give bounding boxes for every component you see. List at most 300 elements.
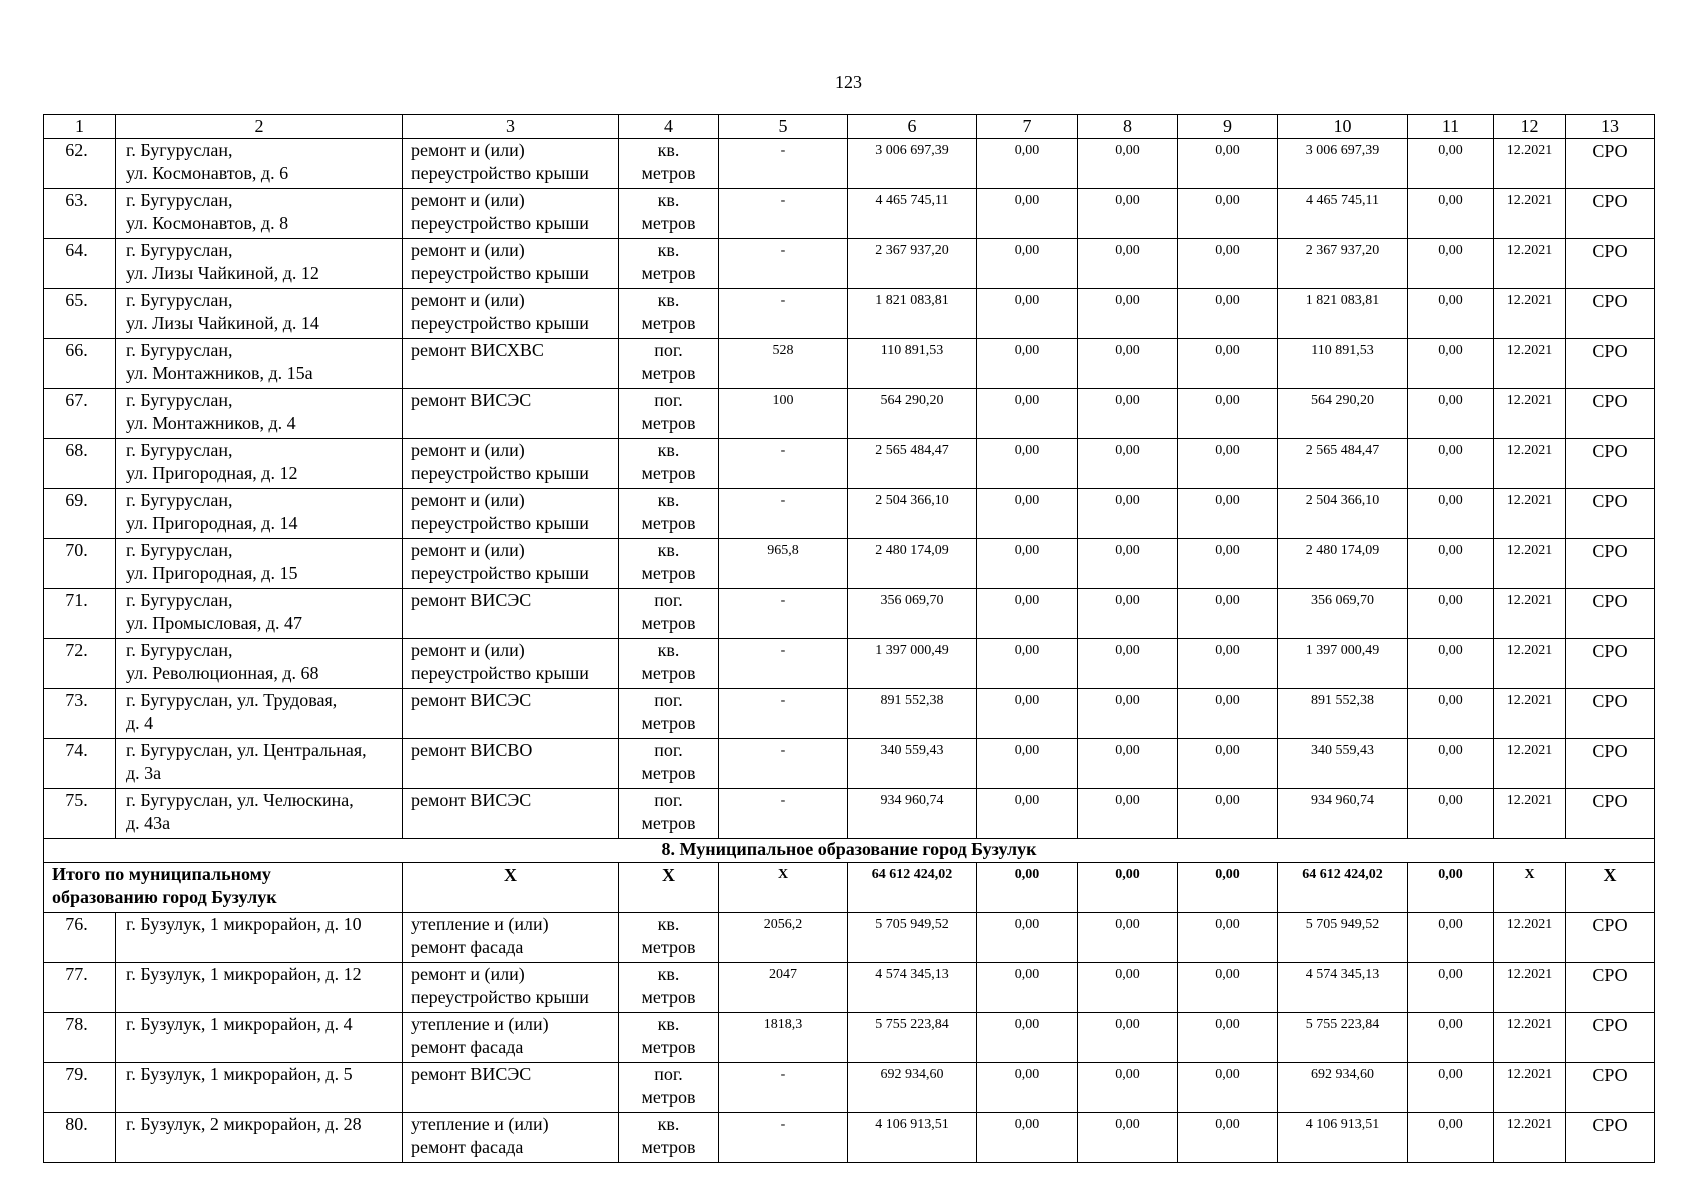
- total-cell: 0,00: [977, 863, 1078, 913]
- work-type-cell: ремонт и (или) переустройство крыши: [403, 963, 619, 1013]
- unit-cell: пог. метров: [619, 739, 719, 789]
- address-cell: г. Бузулук, 1 микрорайон, д. 10: [116, 913, 403, 963]
- table-row: [44, 339, 1655, 389]
- work-type-cell: ремонт и (или) переустройство крыши: [403, 289, 619, 339]
- row-number: 69.: [44, 489, 116, 539]
- cost-cell: 5 705 949,52: [1278, 913, 1408, 963]
- method-cell: СРО: [1566, 489, 1655, 539]
- value-cell: 0,00: [1408, 913, 1494, 963]
- address-cell: г. Бугуруслан, ул. Революционная, д. 68: [116, 639, 403, 689]
- unit-cell: пог. метров: [619, 389, 719, 439]
- row-number: 63.: [44, 189, 116, 239]
- unit-cell: кв. метров: [619, 189, 719, 239]
- cost-cell: 2 480 174,09: [848, 539, 977, 589]
- cost-cell: 5 755 223,84: [848, 1013, 977, 1063]
- method-cell: СРО: [1566, 289, 1655, 339]
- value-cell: 0,00: [1078, 913, 1178, 963]
- work-type-cell: ремонт и (или) переустройство крыши: [403, 639, 619, 689]
- work-type-cell: ремонт и (или) переустройство крыши: [403, 239, 619, 289]
- value-cell: 0,00: [1408, 239, 1494, 289]
- method-cell: СРО: [1566, 963, 1655, 1013]
- unit-cell: кв. метров: [619, 1013, 719, 1063]
- work-type-cell: ремонт ВИСЭС: [403, 589, 619, 639]
- area-cell: -: [719, 789, 848, 839]
- value-cell: 0,00: [977, 1113, 1078, 1163]
- cost-cell: 3 006 697,39: [848, 139, 977, 189]
- value-cell: 0,00: [1178, 1113, 1278, 1163]
- row-number: 62.: [44, 139, 116, 189]
- area-cell: -: [719, 239, 848, 289]
- area-cell: -: [719, 289, 848, 339]
- date-cell: 12.2021: [1494, 963, 1566, 1013]
- row-number: 68.: [44, 439, 116, 489]
- unit-cell: пог. метров: [619, 1063, 719, 1113]
- work-type-cell: ремонт и (или) переустройство крыши: [403, 489, 619, 539]
- column-header: 3: [403, 115, 619, 139]
- row-number: 72.: [44, 639, 116, 689]
- date-cell: 12.2021: [1494, 439, 1566, 489]
- area-cell: 2056,2: [719, 913, 848, 963]
- value-cell: 0,00: [1078, 389, 1178, 439]
- table-row: [44, 239, 1655, 289]
- unit-cell: пог. метров: [619, 789, 719, 839]
- value-cell: 0,00: [1078, 139, 1178, 189]
- cost-cell: 891 552,38: [848, 689, 977, 739]
- value-cell: 0,00: [1408, 189, 1494, 239]
- area-cell: -: [719, 439, 848, 489]
- cost-cell: 2 367 937,20: [848, 239, 977, 289]
- address-cell: г. Бугуруслан, ул. Пригородная, д. 14: [116, 489, 403, 539]
- row-number: 76.: [44, 913, 116, 963]
- method-cell: СРО: [1566, 1113, 1655, 1163]
- cost-cell: 934 960,74: [848, 789, 977, 839]
- unit-cell: пог. метров: [619, 589, 719, 639]
- row-number: 77.: [44, 963, 116, 1013]
- value-cell: 0,00: [1408, 1063, 1494, 1113]
- table-row: [44, 1013, 1655, 1063]
- area-cell: -: [719, 689, 848, 739]
- row-number: 70.: [44, 539, 116, 589]
- method-cell: СРО: [1566, 189, 1655, 239]
- table-row: [44, 189, 1655, 239]
- value-cell: 0,00: [977, 139, 1078, 189]
- work-type-cell: ремонт ВИСЭС: [403, 789, 619, 839]
- total-cell: X: [1566, 863, 1655, 913]
- value-cell: 0,00: [1178, 913, 1278, 963]
- column-header: 9: [1178, 115, 1278, 139]
- table-row: [44, 1113, 1655, 1163]
- cost-cell: 4 574 345,13: [1278, 963, 1408, 1013]
- unit-cell: кв. метров: [619, 239, 719, 289]
- cost-cell: 2 565 484,47: [1278, 439, 1408, 489]
- address-cell: г. Бузулук, 2 микрорайон, д. 28: [116, 1113, 403, 1163]
- value-cell: 0,00: [1078, 289, 1178, 339]
- area-cell: 965,8: [719, 539, 848, 589]
- address-cell: г. Бугуруслан, ул. Монтажников, д. 15а: [116, 339, 403, 389]
- value-cell: 0,00: [1078, 689, 1178, 739]
- date-cell: 12.2021: [1494, 239, 1566, 289]
- cost-cell: 356 069,70: [848, 589, 977, 639]
- value-cell: 0,00: [1078, 1113, 1178, 1163]
- date-cell: 12.2021: [1494, 489, 1566, 539]
- cost-cell: 3 006 697,39: [1278, 139, 1408, 189]
- address-cell: г. Бугуруслан, ул. Челюскина, д. 43а: [116, 789, 403, 839]
- table-row: [44, 589, 1655, 639]
- method-cell: СРО: [1566, 739, 1655, 789]
- row-number: 78.: [44, 1013, 116, 1063]
- column-header: 1: [44, 115, 116, 139]
- work-type-cell: ремонт и (или) переустройство крыши: [403, 439, 619, 489]
- value-cell: 0,00: [1178, 339, 1278, 389]
- unit-cell: кв. метров: [619, 489, 719, 539]
- value-cell: 0,00: [1408, 589, 1494, 639]
- cost-cell: 2 565 484,47: [848, 439, 977, 489]
- value-cell: 0,00: [1408, 339, 1494, 389]
- row-number: 80.: [44, 1113, 116, 1163]
- method-cell: СРО: [1566, 539, 1655, 589]
- date-cell: 12.2021: [1494, 589, 1566, 639]
- area-cell: 100: [719, 389, 848, 439]
- area-cell: -: [719, 189, 848, 239]
- page-number: 123: [835, 72, 862, 92]
- address-cell: г. Бугуруслан, ул. Монтажников, д. 4: [116, 389, 403, 439]
- value-cell: 0,00: [977, 289, 1078, 339]
- value-cell: 0,00: [977, 339, 1078, 389]
- cost-cell: 564 290,20: [848, 389, 977, 439]
- address-cell: г. Бугуруслан, ул. Космонавтов, д. 8: [116, 189, 403, 239]
- table-row: [44, 439, 1655, 489]
- row-number: 64.: [44, 239, 116, 289]
- value-cell: 0,00: [977, 739, 1078, 789]
- address-cell: г. Бузулук, 1 микрорайон, д. 12: [116, 963, 403, 1013]
- unit-cell: кв. метров: [619, 639, 719, 689]
- method-cell: СРО: [1566, 589, 1655, 639]
- area-cell: 528: [719, 339, 848, 389]
- column-header: 6: [848, 115, 977, 139]
- value-cell: 0,00: [977, 689, 1078, 739]
- total-row: [44, 863, 1655, 913]
- method-cell: СРО: [1566, 389, 1655, 439]
- value-cell: 0,00: [1178, 739, 1278, 789]
- column-header: 2: [116, 115, 403, 139]
- area-cell: -: [719, 589, 848, 639]
- work-type-cell: ремонт и (или) переустройство крыши: [403, 189, 619, 239]
- section-heading: 8. Муниципальное образование город Бузулук: [44, 839, 1655, 863]
- value-cell: 0,00: [977, 489, 1078, 539]
- table-row: [44, 389, 1655, 439]
- method-cell: СРО: [1566, 689, 1655, 739]
- cost-cell: 356 069,70: [1278, 589, 1408, 639]
- value-cell: 0,00: [1178, 289, 1278, 339]
- cost-cell: 4 465 745,11: [848, 189, 977, 239]
- value-cell: 0,00: [1408, 489, 1494, 539]
- date-cell: 12.2021: [1494, 913, 1566, 963]
- value-cell: 0,00: [977, 963, 1078, 1013]
- table-row: [44, 739, 1655, 789]
- value-cell: 0,00: [1408, 539, 1494, 589]
- column-header: 8: [1078, 115, 1178, 139]
- column-header: 10: [1278, 115, 1408, 139]
- unit-cell: пог. метров: [619, 689, 719, 739]
- value-cell: 0,00: [1408, 639, 1494, 689]
- value-cell: 0,00: [1178, 489, 1278, 539]
- value-cell: 0,00: [1178, 789, 1278, 839]
- method-cell: СРО: [1566, 1063, 1655, 1113]
- cost-cell: 5 755 223,84: [1278, 1013, 1408, 1063]
- value-cell: 0,00: [1078, 1013, 1178, 1063]
- address-cell: г. Бугуруслан, ул. Лизы Чайкиной, д. 14: [116, 289, 403, 339]
- value-cell: 0,00: [977, 439, 1078, 489]
- cost-cell: 692 934,60: [848, 1063, 977, 1113]
- date-cell: 12.2021: [1494, 289, 1566, 339]
- address-cell: г. Бузулук, 1 микрорайон, д. 4: [116, 1013, 403, 1063]
- cost-cell: 4 106 913,51: [848, 1113, 977, 1163]
- date-cell: 12.2021: [1494, 339, 1566, 389]
- table-row: [44, 789, 1655, 839]
- total-cell: 0,00: [1408, 863, 1494, 913]
- table-row: [44, 963, 1655, 1013]
- row-number: 79.: [44, 1063, 116, 1113]
- column-header: 5: [719, 115, 848, 139]
- value-cell: 0,00: [1078, 489, 1178, 539]
- total-cell: X: [619, 863, 719, 913]
- value-cell: 0,00: [1078, 339, 1178, 389]
- value-cell: 0,00: [977, 189, 1078, 239]
- cost-cell: 4 106 913,51: [1278, 1113, 1408, 1163]
- value-cell: 0,00: [1178, 689, 1278, 739]
- column-header: 13: [1566, 115, 1655, 139]
- work-type-cell: ремонт ВИСЭС: [403, 1063, 619, 1113]
- value-cell: 0,00: [1178, 963, 1278, 1013]
- area-cell: 2047: [719, 963, 848, 1013]
- value-cell: 0,00: [1408, 1113, 1494, 1163]
- address-cell: г. Бузулук, 1 микрорайон, д. 5: [116, 1063, 403, 1113]
- work-type-cell: ремонт ВИСЭС: [403, 389, 619, 439]
- cost-cell: 564 290,20: [1278, 389, 1408, 439]
- date-cell: 12.2021: [1494, 689, 1566, 739]
- address-cell: г. Бугуруслан, ул. Центральная, д. 3а: [116, 739, 403, 789]
- table-row: [44, 539, 1655, 589]
- value-cell: 0,00: [1408, 139, 1494, 189]
- row-number: 75.: [44, 789, 116, 839]
- cost-cell: 891 552,38: [1278, 689, 1408, 739]
- total-cell: 64 612 424,02: [1278, 863, 1408, 913]
- value-cell: 0,00: [1078, 639, 1178, 689]
- value-cell: 0,00: [1408, 789, 1494, 839]
- date-cell: 12.2021: [1494, 539, 1566, 589]
- area-cell: -: [719, 739, 848, 789]
- row-number: 74.: [44, 739, 116, 789]
- value-cell: 0,00: [1078, 439, 1178, 489]
- method-cell: СРО: [1566, 913, 1655, 963]
- area-cell: -: [719, 1113, 848, 1163]
- value-cell: 0,00: [1178, 1013, 1278, 1063]
- work-type-cell: ремонт и (или) переустройство крыши: [403, 539, 619, 589]
- value-cell: 0,00: [1178, 639, 1278, 689]
- address-cell: г. Бугуруслан, ул. Пригородная, д. 15: [116, 539, 403, 589]
- value-cell: 0,00: [977, 589, 1078, 639]
- cost-cell: 1 397 000,49: [848, 639, 977, 689]
- value-cell: 0,00: [1078, 1063, 1178, 1113]
- cost-cell: 110 891,53: [848, 339, 977, 389]
- date-cell: 12.2021: [1494, 389, 1566, 439]
- area-cell: -: [719, 139, 848, 189]
- cost-cell: 2 504 366,10: [1278, 489, 1408, 539]
- date-cell: 12.2021: [1494, 189, 1566, 239]
- work-type-cell: утепление и (или) ремонт фасада: [403, 913, 619, 963]
- table-row: [44, 289, 1655, 339]
- unit-cell: кв. метров: [619, 539, 719, 589]
- work-type-cell: утепление и (или) ремонт фасада: [403, 1113, 619, 1163]
- cost-cell: 2 480 174,09: [1278, 539, 1408, 589]
- cost-cell: 1 397 000,49: [1278, 639, 1408, 689]
- row-number: 65.: [44, 289, 116, 339]
- area-cell: -: [719, 489, 848, 539]
- value-cell: 0,00: [1178, 1063, 1278, 1113]
- capital-repair-table: [43, 114, 1655, 1163]
- column-header: 7: [977, 115, 1078, 139]
- work-type-cell: ремонт ВИСВО: [403, 739, 619, 789]
- date-cell: 12.2021: [1494, 739, 1566, 789]
- value-cell: 0,00: [1408, 739, 1494, 789]
- cost-cell: 4 465 745,11: [1278, 189, 1408, 239]
- cost-cell: 340 559,43: [848, 739, 977, 789]
- date-cell: 12.2021: [1494, 789, 1566, 839]
- method-cell: СРО: [1566, 789, 1655, 839]
- cost-cell: 340 559,43: [1278, 739, 1408, 789]
- total-cell: X: [719, 863, 848, 913]
- cost-cell: 5 705 949,52: [848, 913, 977, 963]
- unit-cell: кв. метров: [619, 289, 719, 339]
- value-cell: 0,00: [1408, 289, 1494, 339]
- value-cell: 0,00: [977, 639, 1078, 689]
- value-cell: 0,00: [1408, 1013, 1494, 1063]
- area-cell: -: [719, 639, 848, 689]
- row-number: 73.: [44, 689, 116, 739]
- unit-cell: кв. метров: [619, 913, 719, 963]
- column-header: 4: [619, 115, 719, 139]
- column-header: 12: [1494, 115, 1566, 139]
- area-cell: 1818,3: [719, 1013, 848, 1063]
- table-body-group-2: [44, 913, 1655, 1163]
- date-cell: 12.2021: [1494, 1063, 1566, 1113]
- total-cell: 0,00: [1178, 863, 1278, 913]
- value-cell: 0,00: [1178, 239, 1278, 289]
- value-cell: 0,00: [1078, 963, 1178, 1013]
- row-number: 71.: [44, 589, 116, 639]
- cost-cell: 2 367 937,20: [1278, 239, 1408, 289]
- value-cell: 0,00: [977, 1013, 1078, 1063]
- table-row: [44, 489, 1655, 539]
- date-cell: 12.2021: [1494, 1113, 1566, 1163]
- table-row: [44, 639, 1655, 689]
- row-number: 66.: [44, 339, 116, 389]
- address-cell: г. Бугуруслан, ул. Лизы Чайкиной, д. 12: [116, 239, 403, 289]
- table-row: [44, 689, 1655, 739]
- cost-cell: 934 960,74: [1278, 789, 1408, 839]
- method-cell: СРО: [1566, 339, 1655, 389]
- value-cell: 0,00: [1078, 739, 1178, 789]
- value-cell: 0,00: [1078, 239, 1178, 289]
- address-cell: г. Бугуруслан, ул. Космонавтов, д. 6: [116, 139, 403, 189]
- work-type-cell: ремонт ВИСЭС: [403, 689, 619, 739]
- date-cell: 12.2021: [1494, 639, 1566, 689]
- cost-cell: 1 821 083,81: [1278, 289, 1408, 339]
- column-number-row: [44, 115, 1655, 139]
- value-cell: 0,00: [1408, 389, 1494, 439]
- table-body-group-1: [44, 139, 1655, 839]
- table-row: [44, 1063, 1655, 1113]
- value-cell: 0,00: [977, 913, 1078, 963]
- method-cell: СРО: [1566, 639, 1655, 689]
- value-cell: 0,00: [1078, 539, 1178, 589]
- cost-cell: 110 891,53: [1278, 339, 1408, 389]
- value-cell: 0,00: [1408, 963, 1494, 1013]
- value-cell: 0,00: [977, 239, 1078, 289]
- area-cell: -: [719, 1063, 848, 1113]
- value-cell: 0,00: [1078, 589, 1178, 639]
- value-cell: 0,00: [1408, 689, 1494, 739]
- total-label: Итого по муниципальному образованию город Бузулук: [44, 863, 403, 913]
- address-cell: г. Бугуруслан, ул. Пригородная, д. 12: [116, 439, 403, 489]
- cost-cell: 2 504 366,10: [848, 489, 977, 539]
- value-cell: 0,00: [1178, 539, 1278, 589]
- method-cell: СРО: [1566, 1013, 1655, 1063]
- cost-cell: 692 934,60: [1278, 1063, 1408, 1113]
- value-cell: 0,00: [1178, 189, 1278, 239]
- total-cell: 64 612 424,02: [848, 863, 977, 913]
- work-type-cell: утепление и (или) ремонт фасада: [403, 1013, 619, 1063]
- work-type-cell: ремонт и (или) переустройство крыши: [403, 139, 619, 189]
- table-row: [44, 139, 1655, 189]
- total-cell: X: [403, 863, 619, 913]
- value-cell: 0,00: [1078, 789, 1178, 839]
- unit-cell: кв. метров: [619, 963, 719, 1013]
- section-heading-row: [44, 839, 1655, 863]
- unit-cell: пог. метров: [619, 339, 719, 389]
- value-cell: 0,00: [1178, 439, 1278, 489]
- cost-cell: 4 574 345,13: [848, 963, 977, 1013]
- address-cell: г. Бугуруслан, ул. Трудовая, д. 4: [116, 689, 403, 739]
- address-cell: г. Бугуруслан, ул. Промысловая, д. 47: [116, 589, 403, 639]
- value-cell: 0,00: [1408, 439, 1494, 489]
- value-cell: 0,00: [977, 539, 1078, 589]
- method-cell: СРО: [1566, 239, 1655, 289]
- value-cell: 0,00: [1178, 139, 1278, 189]
- unit-cell: кв. метров: [619, 139, 719, 189]
- total-cell: 0,00: [1078, 863, 1178, 913]
- value-cell: 0,00: [1178, 389, 1278, 439]
- value-cell: 0,00: [1078, 189, 1178, 239]
- row-number: 67.: [44, 389, 116, 439]
- section-block: [44, 839, 1655, 913]
- method-cell: СРО: [1566, 139, 1655, 189]
- value-cell: 0,00: [977, 789, 1078, 839]
- work-type-cell: ремонт ВИСХВС: [403, 339, 619, 389]
- total-cell: X: [1494, 863, 1566, 913]
- value-cell: 0,00: [977, 1063, 1078, 1113]
- column-header: 11: [1408, 115, 1494, 139]
- date-cell: 12.2021: [1494, 139, 1566, 189]
- value-cell: 0,00: [977, 389, 1078, 439]
- table-row: [44, 913, 1655, 963]
- value-cell: 0,00: [1178, 589, 1278, 639]
- unit-cell: кв. метров: [619, 439, 719, 489]
- date-cell: 12.2021: [1494, 1013, 1566, 1063]
- cost-cell: 1 821 083,81: [848, 289, 977, 339]
- method-cell: СРО: [1566, 439, 1655, 489]
- unit-cell: кв. метров: [619, 1113, 719, 1163]
